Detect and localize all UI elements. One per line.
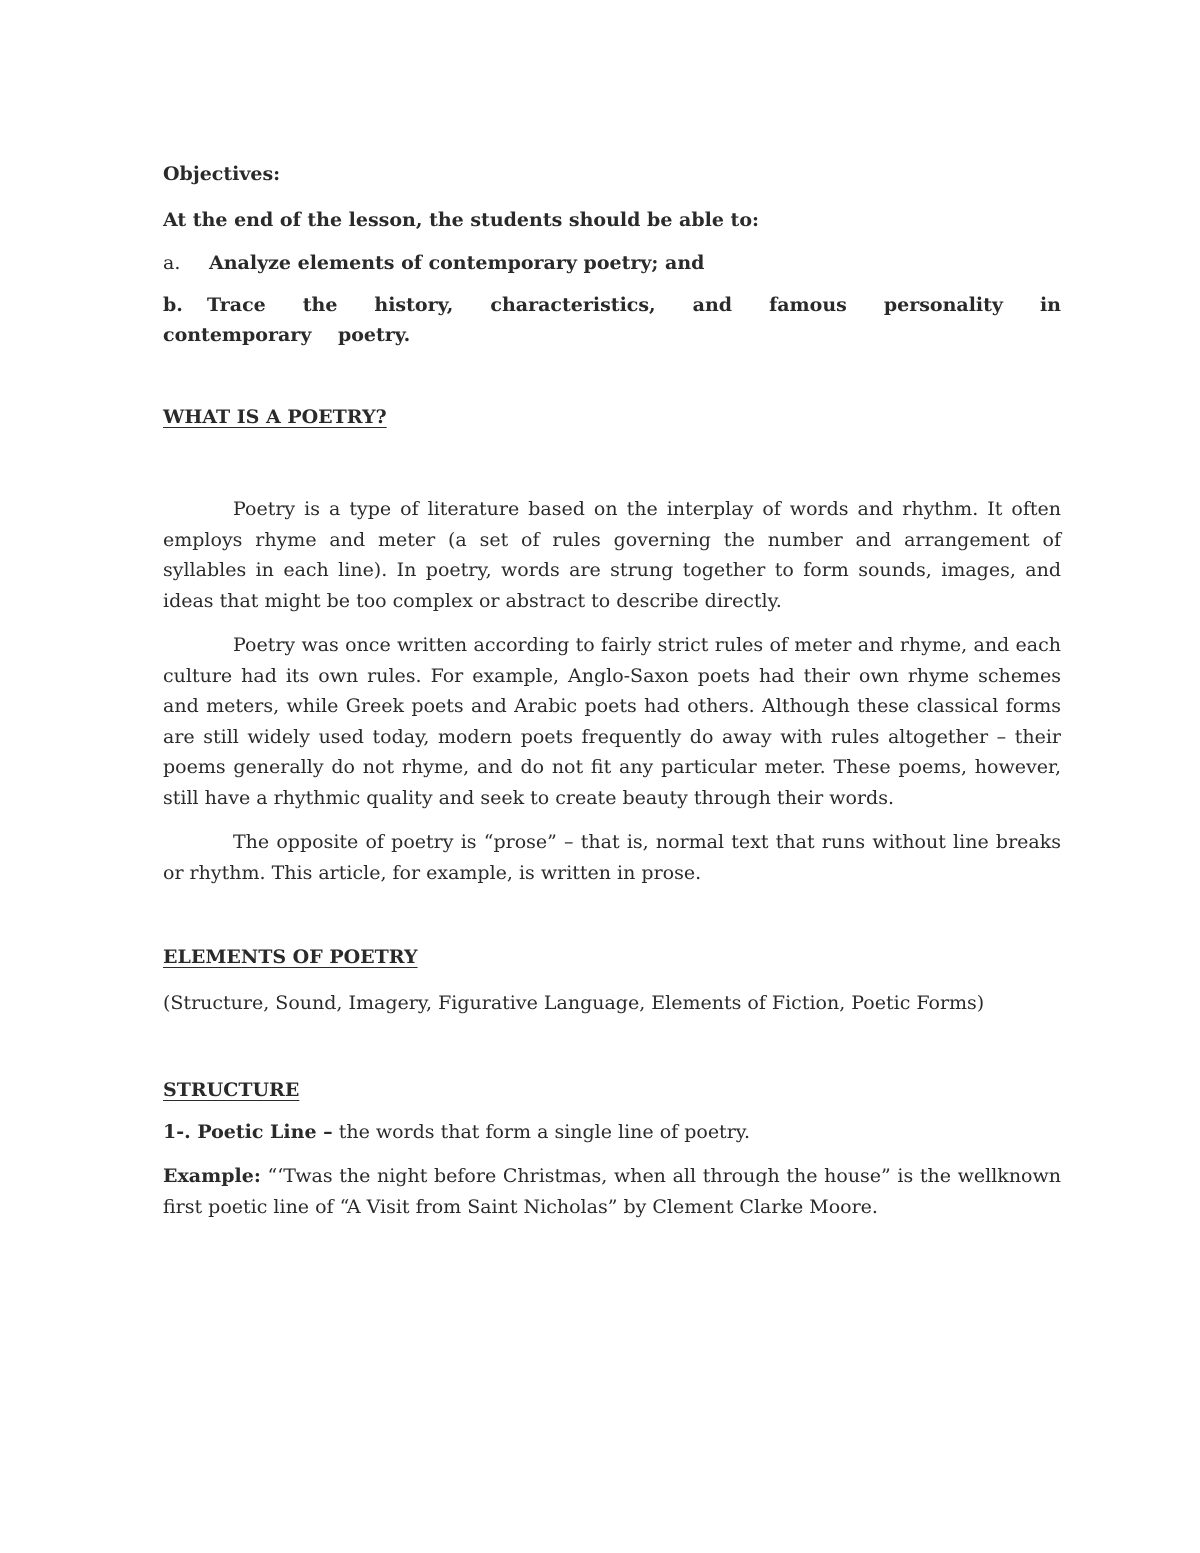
poetry-paragraph-1: Poetry is a type of literature based on the interplay of words and rhythm. It often employs rhyme and meter (a set of rules governing the number and arrangement of syllables in each line). In poetry, words are strung together to form sounds, images, and ideas that might be too complex or abstract to describe directly. [163, 498, 1061, 612]
objective-text-a: Analyze elements of contemporary poetry; and [209, 252, 705, 274]
what-is-poetry-heading: WHAT IS A POETRY? [163, 406, 387, 428]
elements-list: (Structure, Sound, Imagery, Figurative Language, Elements of Fiction, Poetic Forms) [163, 992, 985, 1014]
poetry-paragraph-2: Poetry was once written according to fairly strict rules of meter and rhyme, and each culture had its own rules. For example, Anglo-Saxon poets had their own rhyme schemes and meters, while Greek poets and Arabic poets had others. Although these classical forms are still widely used today, modern poets frequently do away with rules altogether – their poems generally do not rhyme, and do not fit any particular meter. These poems, however, still have a rhythmic quality and seek to create beauty through their words. [163, 634, 1061, 809]
objectives-intro: At the end of the lesson, the students should be able to: [163, 209, 760, 231]
example-label: Example: [163, 1165, 261, 1187]
objective-text-b: Trace the history, characteristics, and famous personality in contemporary poetry. [163, 294, 1061, 346]
elements-heading: ELEMENTS OF POETRY [163, 946, 418, 968]
document-page [163, 158, 1061, 1222]
poetic-line-label: 1-. Poetic Line – [163, 1120, 333, 1143]
objective-marker-a: a. [163, 252, 181, 274]
structure-item-poetic-line [163, 1117, 1061, 1148]
poetry-paragraph-3: The opposite of poetry is “prose” – that is, normal text that runs without line breaks or rhythm. This article, for example, is written in prose. [163, 831, 1061, 884]
objective-marker-b: b. [163, 294, 183, 316]
example-text: “‘Twas the night before Christmas, when all through the house” is the wellknown first poetic line of “A Visit from Saint Nicholas” by Clement Clarke Moore. [163, 1165, 1061, 1218]
objective-item-a [163, 248, 1061, 278]
poetic-line-definition: the words that form a single line of poetry. [332, 1120, 751, 1143]
structure-heading: STRUCTURE [163, 1078, 300, 1101]
structure-example [163, 1161, 1061, 1222]
objectives-title: Objectives: [163, 163, 281, 185]
objective-item-b [163, 290, 1061, 350]
